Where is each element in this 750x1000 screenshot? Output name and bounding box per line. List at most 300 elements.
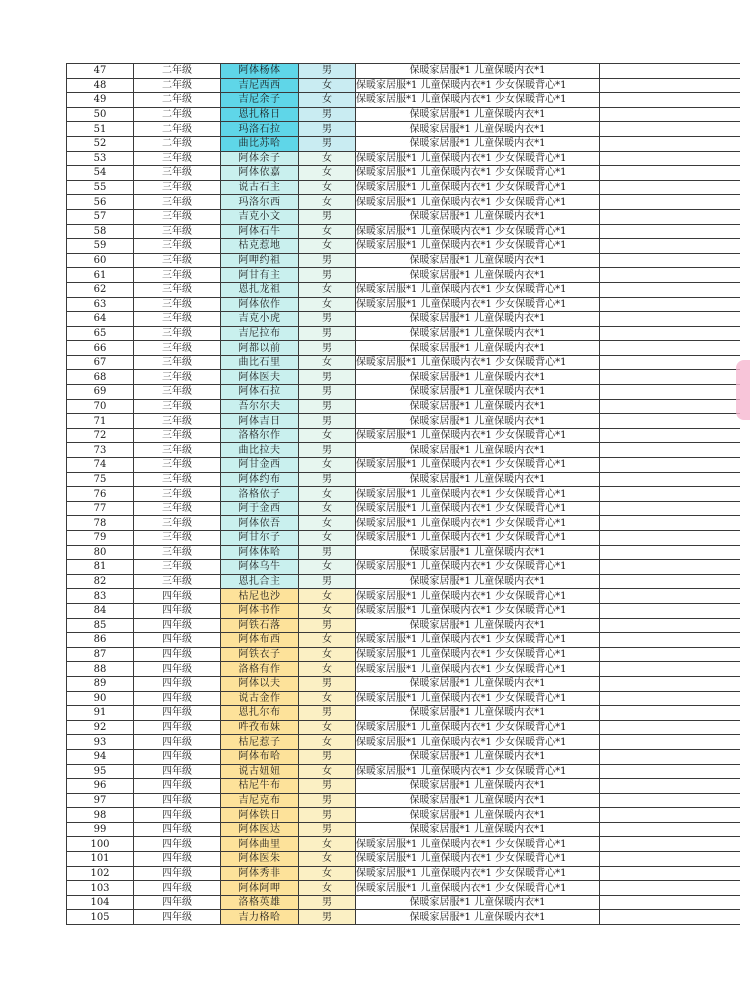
gender-cell: 女 (299, 297, 356, 312)
row-number: 60 (67, 253, 134, 268)
row-number: 68 (67, 370, 134, 385)
gender-cell: 男 (299, 385, 356, 400)
student-name: 说古石主 (221, 180, 299, 195)
row-number: 87 (67, 647, 134, 662)
student-name: 曲比苏哈 (221, 136, 299, 151)
grade-cell: 四年级 (134, 895, 221, 910)
table-row (67, 224, 741, 239)
gift-items: 保暖家居服*1 儿童保暖内衣*1 (356, 574, 600, 589)
gender-cell: 男 (299, 545, 356, 560)
table-row (67, 881, 741, 896)
grade-cell: 三年级 (134, 472, 221, 487)
empty-cell (600, 385, 741, 400)
student-name: 阿体约布 (221, 472, 299, 487)
empty-cell (600, 151, 741, 166)
student-name: 阿体依嘉 (221, 166, 299, 181)
student-name: 阿体杨体 (221, 64, 299, 79)
empty-cell (600, 837, 741, 852)
grade-cell: 三年级 (134, 516, 221, 531)
gift-items: 保暖家居服*1 儿童保暖内衣*1 (356, 822, 600, 837)
gift-items: 保暖家居服*1 儿童保暖内衣*1 少女保暖背心*1 (356, 78, 600, 93)
grade-cell: 三年级 (134, 458, 221, 473)
grade-cell: 三年级 (134, 151, 221, 166)
grade-cell: 四年级 (134, 706, 221, 721)
empty-cell (600, 370, 741, 385)
student-name: 阿体依吾 (221, 516, 299, 531)
row-number: 58 (67, 224, 134, 239)
row-number: 48 (67, 78, 134, 93)
gift-items: 保暖家居服*1 儿童保暖内衣*1 (356, 209, 600, 224)
student-name: 吾尔尔夫 (221, 399, 299, 414)
gift-items: 保暖家居服*1 儿童保暖内衣*1 少女保暖背心*1 (356, 93, 600, 108)
gift-items: 保暖家居服*1 儿童保暖内衣*1 (356, 268, 600, 283)
row-number: 95 (67, 764, 134, 779)
table-row (67, 312, 741, 327)
student-name: 洛格英雄 (221, 895, 299, 910)
empty-cell (600, 531, 741, 546)
gender-cell: 女 (299, 881, 356, 896)
page-edge-mark (736, 360, 750, 420)
row-number: 92 (67, 720, 134, 735)
student-name: 恩扎龙祖 (221, 282, 299, 297)
row-number: 61 (67, 268, 134, 283)
table-row (67, 414, 741, 429)
grade-cell: 四年级 (134, 589, 221, 604)
grade-cell: 三年级 (134, 253, 221, 268)
table-row (67, 355, 741, 370)
gift-items: 保暖家居服*1 儿童保暖内衣*1 少女保暖背心*1 (356, 603, 600, 618)
table-row (67, 122, 741, 137)
grade-cell: 四年级 (134, 822, 221, 837)
gender-cell: 女 (299, 224, 356, 239)
student-name: 吉尼余子 (221, 93, 299, 108)
gift-items: 保暖家居服*1 儿童保暖内衣*1 少女保暖背心*1 (356, 589, 600, 604)
gift-items: 保暖家居服*1 儿童保暖内衣*1 少女保暖背心*1 (356, 355, 600, 370)
student-name: 吽孜布妹 (221, 720, 299, 735)
student-name: 阿体书作 (221, 603, 299, 618)
student-name: 洛格有作 (221, 662, 299, 677)
gender-cell: 男 (299, 793, 356, 808)
gift-items: 保暖家居服*1 儿童保暖内衣*1 少女保暖背心*1 (356, 764, 600, 779)
empty-cell (600, 180, 741, 195)
empty-cell (600, 341, 741, 356)
gift-items: 保暖家居服*1 儿童保暖内衣*1 (356, 385, 600, 400)
empty-cell (600, 472, 741, 487)
gender-cell: 女 (299, 180, 356, 195)
gift-items: 保暖家居服*1 儿童保暖内衣*1 少女保暖背心*1 (356, 720, 600, 735)
gift-items: 保暖家居服*1 儿童保暖内衣*1 少女保暖背心*1 (356, 195, 600, 210)
table-row (67, 662, 741, 677)
student-name: 玛洛石拉 (221, 122, 299, 137)
table-row (67, 895, 741, 910)
table-row (67, 837, 741, 852)
grade-cell: 三年级 (134, 180, 221, 195)
table-row (67, 545, 741, 560)
table-row (67, 93, 741, 108)
table-row (67, 910, 741, 925)
grade-cell: 二年级 (134, 78, 221, 93)
grade-cell: 三年级 (134, 370, 221, 385)
grade-cell: 四年级 (134, 720, 221, 735)
gender-cell: 男 (299, 414, 356, 429)
gift-items: 保暖家居服*1 儿童保暖内衣*1 (356, 808, 600, 823)
grade-cell: 三年级 (134, 385, 221, 400)
gender-cell: 女 (299, 852, 356, 867)
gift-items: 保暖家居服*1 儿童保暖内衣*1 少女保暖背心*1 (356, 560, 600, 575)
row-number: 90 (67, 691, 134, 706)
grade-cell: 三年级 (134, 224, 221, 239)
table-row (67, 326, 741, 341)
gift-items: 保暖家居服*1 儿童保暖内衣*1 (356, 107, 600, 122)
empty-cell (600, 239, 741, 254)
gender-cell: 女 (299, 589, 356, 604)
row-number: 66 (67, 341, 134, 356)
empty-cell (600, 633, 741, 648)
gift-items: 保暖家居服*1 儿童保暖内衣*1 少女保暖背心*1 (356, 866, 600, 881)
table-row (67, 282, 741, 297)
grade-cell: 四年级 (134, 735, 221, 750)
gender-cell: 女 (299, 560, 356, 575)
student-gift-table (66, 63, 740, 925)
gender-cell: 男 (299, 312, 356, 327)
empty-cell (600, 399, 741, 414)
grade-cell: 三年级 (134, 195, 221, 210)
student-name: 阿铁衣子 (221, 647, 299, 662)
gender-cell: 男 (299, 443, 356, 458)
gift-items: 保暖家居服*1 儿童保暖内衣*1 少女保暖背心*1 (356, 647, 600, 662)
table-row (67, 589, 741, 604)
empty-cell (600, 706, 741, 721)
student-name: 阿体余子 (221, 151, 299, 166)
grade-cell: 四年级 (134, 866, 221, 881)
row-number: 52 (67, 136, 134, 151)
table-row (67, 239, 741, 254)
gift-items: 保暖家居服*1 儿童保暖内衣*1 少女保暖背心*1 (356, 487, 600, 502)
row-number: 88 (67, 662, 134, 677)
grade-cell: 四年级 (134, 881, 221, 896)
empty-cell (600, 647, 741, 662)
student-name: 恩扎格日 (221, 107, 299, 122)
row-number: 84 (67, 603, 134, 618)
grade-cell: 四年级 (134, 603, 221, 618)
table-row (67, 574, 741, 589)
grade-cell: 四年级 (134, 691, 221, 706)
gift-items: 保暖家居服*1 儿童保暖内衣*1 (356, 122, 600, 137)
row-number: 72 (67, 428, 134, 443)
student-name: 恩扎合主 (221, 574, 299, 589)
empty-cell (600, 93, 741, 108)
table-row (67, 78, 741, 93)
row-number: 55 (67, 180, 134, 195)
gender-cell: 男 (299, 326, 356, 341)
grade-cell: 二年级 (134, 64, 221, 79)
student-name: 曲比石里 (221, 355, 299, 370)
empty-cell (600, 209, 741, 224)
gift-items: 保暖家居服*1 儿童保暖内衣*1 少女保暖背心*1 (356, 735, 600, 750)
empty-cell (600, 136, 741, 151)
student-name: 枯尼惹子 (221, 735, 299, 750)
gender-cell: 男 (299, 209, 356, 224)
grade-cell: 四年级 (134, 793, 221, 808)
gift-items: 保暖家居服*1 儿童保暖内衣*1 少女保暖背心*1 (356, 837, 600, 852)
gift-items: 保暖家居服*1 儿童保暖内衣*1 (356, 443, 600, 458)
grade-cell: 三年级 (134, 414, 221, 429)
gender-cell: 女 (299, 151, 356, 166)
table-row (67, 472, 741, 487)
table-row (67, 720, 741, 735)
gift-items: 保暖家居服*1 儿童保暖内衣*1 少女保暖背心*1 (356, 852, 600, 867)
table-row (67, 764, 741, 779)
empty-cell (600, 735, 741, 750)
table-row (67, 209, 741, 224)
empty-cell (600, 574, 741, 589)
row-number: 82 (67, 574, 134, 589)
grade-cell: 三年级 (134, 501, 221, 516)
empty-cell (600, 881, 741, 896)
table-row (67, 268, 741, 283)
table-row (67, 516, 741, 531)
row-number: 85 (67, 618, 134, 633)
row-number: 97 (67, 793, 134, 808)
row-number: 62 (67, 282, 134, 297)
grade-cell: 三年级 (134, 545, 221, 560)
gender-cell: 女 (299, 720, 356, 735)
row-number: 57 (67, 209, 134, 224)
student-name: 恩扎尔布 (221, 706, 299, 721)
table-row (67, 195, 741, 210)
table-row (67, 136, 741, 151)
empty-cell (600, 895, 741, 910)
grade-cell: 三年级 (134, 239, 221, 254)
gender-cell: 女 (299, 355, 356, 370)
empty-cell (600, 560, 741, 575)
grade-cell: 四年级 (134, 779, 221, 794)
gender-cell: 男 (299, 618, 356, 633)
gender-cell: 女 (299, 531, 356, 546)
gift-items: 保暖家居服*1 儿童保暖内衣*1 少女保暖背心*1 (356, 516, 600, 531)
student-name: 阿甘有主 (221, 268, 299, 283)
gift-items: 保暖家居服*1 儿童保暖内衣*1 少女保暖背心*1 (356, 501, 600, 516)
gender-cell: 女 (299, 764, 356, 779)
gender-cell: 女 (299, 501, 356, 516)
empty-cell (600, 355, 741, 370)
table-row (67, 633, 741, 648)
student-name: 阿体阿呷 (221, 881, 299, 896)
empty-cell (600, 501, 741, 516)
empty-cell (600, 414, 741, 429)
gift-items: 保暖家居服*1 儿童保暖内衣*1 (356, 312, 600, 327)
student-name: 阿体体哈 (221, 545, 299, 560)
table-row (67, 603, 741, 618)
gender-cell: 男 (299, 122, 356, 137)
table-row (67, 166, 741, 181)
gift-items: 保暖家居服*1 儿童保暖内衣*1 (356, 910, 600, 925)
gender-cell: 女 (299, 239, 356, 254)
gift-items: 保暖家居服*1 儿童保暖内衣*1 少女保暖背心*1 (356, 166, 600, 181)
row-number: 94 (67, 749, 134, 764)
empty-cell (600, 822, 741, 837)
row-number: 56 (67, 195, 134, 210)
grade-cell: 三年级 (134, 574, 221, 589)
gender-cell: 男 (299, 808, 356, 823)
grade-cell: 三年级 (134, 428, 221, 443)
empty-cell (600, 195, 741, 210)
table-row (67, 443, 741, 458)
empty-cell (600, 253, 741, 268)
gender-cell: 女 (299, 166, 356, 181)
gender-cell: 男 (299, 676, 356, 691)
row-number: 64 (67, 312, 134, 327)
row-number: 70 (67, 399, 134, 414)
table-row (67, 735, 741, 750)
row-number: 102 (67, 866, 134, 881)
table-row (67, 822, 741, 837)
gender-cell: 男 (299, 749, 356, 764)
student-name: 洛格依子 (221, 487, 299, 502)
table-row (67, 399, 741, 414)
table-body (67, 64, 741, 925)
student-name: 阿甘尔子 (221, 531, 299, 546)
student-name: 阿体布西 (221, 633, 299, 648)
gift-items: 保暖家居服*1 儿童保暖内衣*1 (356, 779, 600, 794)
gender-cell: 男 (299, 107, 356, 122)
empty-cell (600, 603, 741, 618)
gender-cell: 男 (299, 399, 356, 414)
row-number: 73 (67, 443, 134, 458)
gift-items: 保暖家居服*1 儿童保暖内衣*1 (356, 793, 600, 808)
gift-items: 保暖家居服*1 儿童保暖内衣*1 (356, 749, 600, 764)
row-number: 100 (67, 837, 134, 852)
grade-cell: 三年级 (134, 355, 221, 370)
student-name: 阿体吉日 (221, 414, 299, 429)
gender-cell: 男 (299, 472, 356, 487)
empty-cell (600, 78, 741, 93)
student-name: 说古金作 (221, 691, 299, 706)
gift-items: 保暖家居服*1 儿童保暖内衣*1 (356, 706, 600, 721)
student-name: 阿体曲里 (221, 837, 299, 852)
gift-items: 保暖家居服*1 儿童保暖内衣*1 少女保暖背心*1 (356, 531, 600, 546)
empty-cell (600, 852, 741, 867)
empty-cell (600, 443, 741, 458)
table-row (67, 808, 741, 823)
table-row (67, 793, 741, 808)
table-row (67, 676, 741, 691)
gender-cell: 男 (299, 779, 356, 794)
gender-cell: 女 (299, 735, 356, 750)
gift-items: 保暖家居服*1 儿童保暖内衣*1 少女保暖背心*1 (356, 458, 600, 473)
student-name: 阿体医夫 (221, 370, 299, 385)
gift-items: 保暖家居服*1 儿童保暖内衣*1 (356, 676, 600, 691)
table-row (67, 779, 741, 794)
grade-cell: 三年级 (134, 312, 221, 327)
table-row (67, 618, 741, 633)
table-row (67, 107, 741, 122)
empty-cell (600, 749, 741, 764)
student-name: 阿体以夫 (221, 676, 299, 691)
grade-cell: 四年级 (134, 676, 221, 691)
row-number: 49 (67, 93, 134, 108)
grade-cell: 四年级 (134, 910, 221, 925)
table-row (67, 647, 741, 662)
gift-items: 保暖家居服*1 儿童保暖内衣*1 少女保暖背心*1 (356, 428, 600, 443)
empty-cell (600, 268, 741, 283)
grade-cell: 三年级 (134, 166, 221, 181)
row-number: 96 (67, 779, 134, 794)
student-name: 枯尼也沙 (221, 589, 299, 604)
grade-cell: 四年级 (134, 764, 221, 779)
table-row (67, 151, 741, 166)
student-name: 阿都以前 (221, 341, 299, 356)
gift-items: 保暖家居服*1 儿童保暖内衣*1 少女保暖背心*1 (356, 881, 600, 896)
grade-cell: 三年级 (134, 282, 221, 297)
student-name: 阿于金西 (221, 501, 299, 516)
row-number: 67 (67, 355, 134, 370)
student-name: 阿体铁日 (221, 808, 299, 823)
table-row (67, 385, 741, 400)
table-row (67, 531, 741, 546)
gift-items: 保暖家居服*1 儿童保暖内衣*1 (356, 253, 600, 268)
student-name: 阿体秀非 (221, 866, 299, 881)
student-name: 阿体石牛 (221, 224, 299, 239)
gender-cell: 男 (299, 268, 356, 283)
grade-cell: 三年级 (134, 531, 221, 546)
row-number: 59 (67, 239, 134, 254)
row-number: 65 (67, 326, 134, 341)
table-row (67, 501, 741, 516)
grade-cell: 二年级 (134, 93, 221, 108)
row-number: 89 (67, 676, 134, 691)
gift-items: 保暖家居服*1 儿童保暖内衣*1 (356, 326, 600, 341)
gender-cell: 男 (299, 706, 356, 721)
grade-cell: 二年级 (134, 136, 221, 151)
table-row (67, 64, 741, 79)
gender-cell: 女 (299, 428, 356, 443)
row-number: 77 (67, 501, 134, 516)
table-row (67, 691, 741, 706)
empty-cell (600, 428, 741, 443)
gender-cell: 女 (299, 93, 356, 108)
row-number: 98 (67, 808, 134, 823)
row-number: 105 (67, 910, 134, 925)
row-number: 74 (67, 458, 134, 473)
grade-cell: 三年级 (134, 487, 221, 502)
empty-cell (600, 676, 741, 691)
empty-cell (600, 720, 741, 735)
empty-cell (600, 326, 741, 341)
table-row (67, 458, 741, 473)
empty-cell (600, 166, 741, 181)
grade-cell: 二年级 (134, 107, 221, 122)
student-name: 玛洛尔西 (221, 195, 299, 210)
empty-cell (600, 107, 741, 122)
table-row (67, 560, 741, 575)
gender-cell: 男 (299, 370, 356, 385)
grade-cell: 四年级 (134, 837, 221, 852)
gender-cell: 男 (299, 136, 356, 151)
row-number: 50 (67, 107, 134, 122)
empty-cell (600, 516, 741, 531)
empty-cell (600, 282, 741, 297)
gift-items: 保暖家居服*1 儿童保暖内衣*1 少女保暖背心*1 (356, 224, 600, 239)
row-number: 54 (67, 166, 134, 181)
gender-cell: 男 (299, 341, 356, 356)
gift-items: 保暖家居服*1 儿童保暖内衣*1 少女保暖背心*1 (356, 282, 600, 297)
gender-cell: 女 (299, 458, 356, 473)
student-name: 说古妞妞 (221, 764, 299, 779)
gender-cell: 女 (299, 691, 356, 706)
gender-cell: 女 (299, 837, 356, 852)
empty-cell (600, 866, 741, 881)
